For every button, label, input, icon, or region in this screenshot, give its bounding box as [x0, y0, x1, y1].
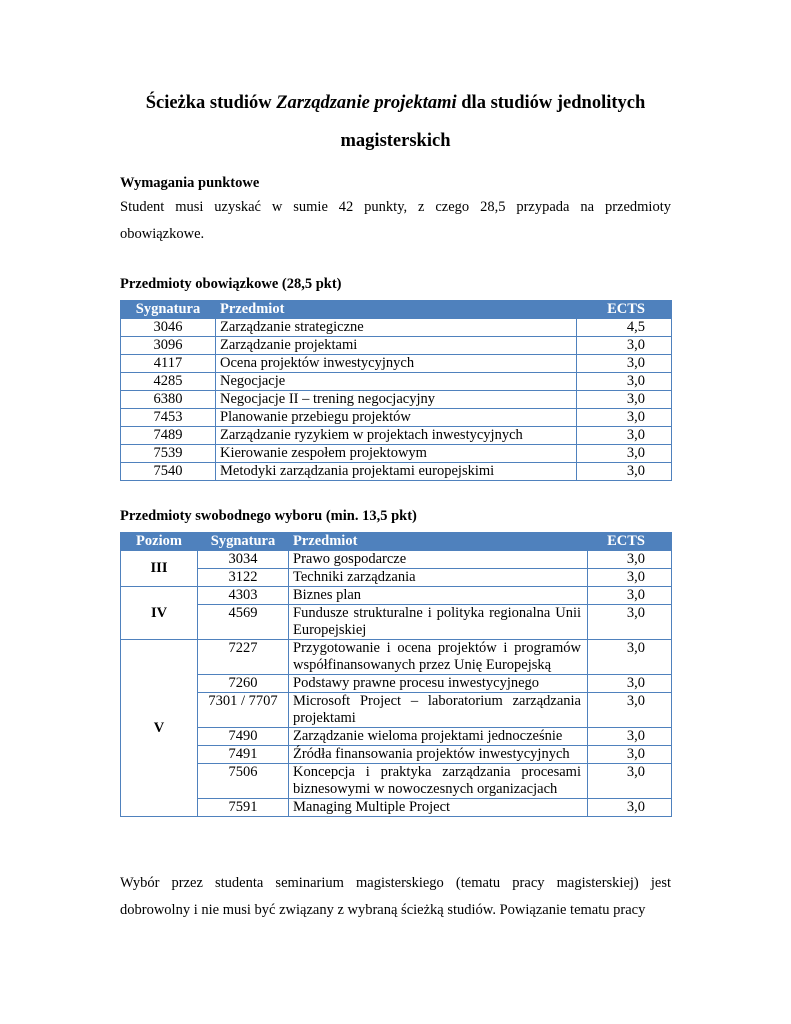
- col-sygnatura: Sygnatura: [198, 533, 289, 551]
- cell-sygnatura: 3096: [121, 337, 216, 355]
- cell-sygnatura: 4303: [198, 587, 289, 605]
- table-row: [121, 569, 672, 587]
- cell-sygnatura: 4569: [198, 605, 289, 640]
- table-row: [121, 373, 672, 391]
- cell-poziom: V: [121, 640, 198, 817]
- elective-table: [120, 532, 672, 817]
- cell-sygnatura: 7591: [198, 799, 289, 817]
- cell-sygnatura: 3034: [198, 551, 289, 569]
- requirements-heading: Wymagania punktowe: [120, 175, 260, 191]
- cell-ects: 3,0: [577, 391, 672, 409]
- cell-przedmiot: Zarządzanie ryzykiem w projektach inwestycyjnych: [216, 427, 577, 445]
- table-row: [121, 319, 672, 337]
- title-italic: Zarządzanie projektami: [276, 93, 457, 113]
- cell-sygnatura: 7260: [198, 675, 289, 693]
- cell-sygnatura: 7489: [121, 427, 216, 445]
- table-row: [121, 463, 672, 481]
- mandatory-table: [120, 300, 672, 481]
- table-row: [121, 746, 672, 764]
- cell-sygnatura: 3122: [198, 569, 289, 587]
- cell-ects: 3,0: [588, 587, 672, 605]
- table-row: [121, 605, 672, 640]
- table-row: [121, 799, 672, 817]
- cell-przedmiot: Negocjacje: [216, 373, 577, 391]
- cell-przedmiot: Fundusze strukturalne i polityka regionalna Unii Europejskiej: [289, 605, 588, 640]
- cell-przedmiot: Kierowanie zespołem projektowym: [216, 445, 577, 463]
- cell-przedmiot: Zarządzanie projektami: [216, 337, 577, 355]
- title-line2: magisterskich: [340, 131, 451, 151]
- table-row: [121, 587, 672, 605]
- col-sygnatura: Sygnatura: [121, 301, 216, 319]
- table-row: [121, 391, 672, 409]
- cell-ects: 3,0: [588, 728, 672, 746]
- cell-ects: 3,0: [577, 355, 672, 373]
- table-row: [121, 764, 672, 799]
- mandatory-header-row: [121, 301, 672, 319]
- cell-przedmiot: Negocjacje II – trening negocjacyjny: [216, 391, 577, 409]
- title-part1: Ścieżka studiów: [145, 93, 277, 113]
- col-przedmiot: Przedmiot: [216, 301, 577, 319]
- table-row: [121, 728, 672, 746]
- col-ects: ECTS: [588, 533, 672, 551]
- cell-sygnatura: 7453: [121, 409, 216, 427]
- cell-sygnatura: 7506: [198, 764, 289, 799]
- cell-przedmiot: Koncepcja i praktyka zarządzania procesami biznesowymi w nowoczesnych organizacjach: [289, 764, 588, 799]
- cell-ects: 4,5: [577, 319, 672, 337]
- cell-ects: 3,0: [577, 463, 672, 481]
- cell-przedmiot: Przygotowanie i ocena projektów i programów współfinansowanych przez Unię Europejską: [289, 640, 588, 675]
- cell-sygnatura: 7227: [198, 640, 289, 675]
- col-poziom: Poziom: [121, 533, 198, 551]
- table-row: [121, 427, 672, 445]
- cell-ects: 3,0: [588, 605, 672, 640]
- cell-przedmiot: Microsoft Project – laboratorium zarządzania projektami: [289, 693, 588, 728]
- cell-ects: 3,0: [588, 746, 672, 764]
- elective-heading: Przedmioty swobodnego wyboru (min. 13,5 pkt): [120, 508, 417, 524]
- cell-przedmiot: Podstawy prawne procesu inwestycyjnego: [289, 675, 588, 693]
- table-row: [121, 337, 672, 355]
- cell-ects: 3,0: [588, 551, 672, 569]
- table-row: [121, 640, 672, 675]
- cell-sygnatura: 7539: [121, 445, 216, 463]
- closing-text: Wybór przez studenta seminarium magisterskiego (tematu pracy magisterskiej) jest dobrowolny i nie musi być związany z wybraną ścieżką studiów. Powiązanie tematu pracy: [120, 875, 671, 918]
- cell-sygnatura: 4117: [121, 355, 216, 373]
- col-ects: ECTS: [577, 301, 672, 319]
- cell-sygnatura: 7540: [121, 463, 216, 481]
- cell-sygnatura: 7491: [198, 746, 289, 764]
- cell-ects: 3,0: [588, 764, 672, 799]
- cell-sygnatura: 3046: [121, 319, 216, 337]
- table-row: [121, 551, 672, 569]
- cell-przedmiot: Managing Multiple Project: [289, 799, 588, 817]
- cell-sygnatura: 7490: [198, 728, 289, 746]
- mandatory-heading: Przedmioty obowiązkowe (28,5 pkt): [120, 276, 342, 292]
- cell-ects: 3,0: [588, 640, 672, 675]
- requirements-text: Student musi uzyskać w sumie 42 punkty, z czego 28,5 przypada na przedmioty obowiązkowe.: [120, 199, 671, 242]
- cell-przedmiot: Planowanie przebiegu projektów: [216, 409, 577, 427]
- table-row: [121, 693, 672, 728]
- cell-ects: 3,0: [588, 675, 672, 693]
- table-row: [121, 675, 672, 693]
- document-title: [120, 84, 671, 160]
- cell-sygnatura: 4285: [121, 373, 216, 391]
- cell-ects: 3,0: [577, 427, 672, 445]
- table-row: [121, 355, 672, 373]
- cell-poziom: IV: [121, 587, 198, 640]
- cell-ects: 3,0: [577, 409, 672, 427]
- cell-przedmiot: Biznes plan: [289, 587, 588, 605]
- cell-ects: 3,0: [577, 337, 672, 355]
- cell-przedmiot: Ocena projektów inwestycyjnych: [216, 355, 577, 373]
- cell-przedmiot: Metodyki zarządzania projektami europejskimi: [216, 463, 577, 481]
- cell-przedmiot: Prawo gospodarcze: [289, 551, 588, 569]
- title-part2: dla studiów jednolitych: [456, 93, 646, 113]
- cell-sygnatura: 7301 / 7707: [198, 693, 289, 728]
- cell-przedmiot: Zarządzanie strategiczne: [216, 319, 577, 337]
- cell-przedmiot: Źródła finansowania projektów inwestycyjnych: [289, 746, 588, 764]
- elective-header-row: [121, 533, 672, 551]
- cell-przedmiot: Zarządzanie wieloma projektami jednocześnie: [289, 728, 588, 746]
- table-row: [121, 409, 672, 427]
- table-row: [121, 445, 672, 463]
- cell-przedmiot: Techniki zarządzania: [289, 569, 588, 587]
- cell-ects: 3,0: [588, 569, 672, 587]
- cell-sygnatura: 6380: [121, 391, 216, 409]
- cell-ects: 3,0: [588, 799, 672, 817]
- cell-ects: 3,0: [577, 373, 672, 391]
- cell-poziom: III: [121, 551, 198, 587]
- cell-ects: 3,0: [577, 445, 672, 463]
- cell-ects: 3,0: [588, 693, 672, 728]
- col-przedmiot: Przedmiot: [289, 533, 588, 551]
